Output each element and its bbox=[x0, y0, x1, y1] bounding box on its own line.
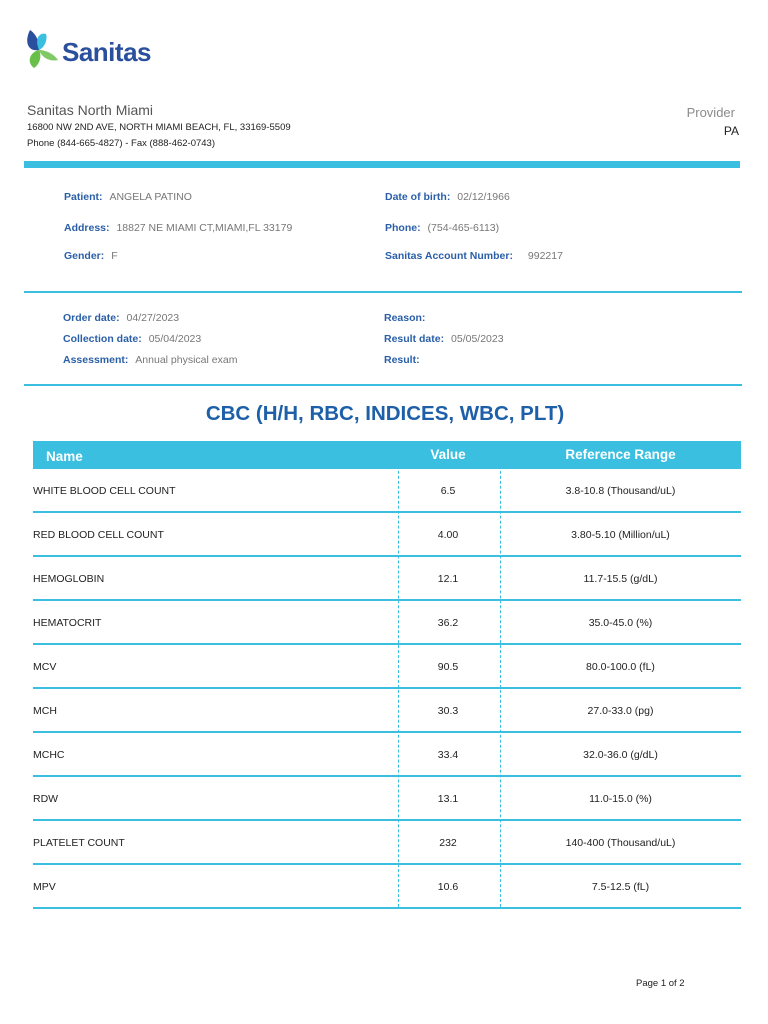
column-divider bbox=[398, 441, 399, 907]
row-value: 10.6 bbox=[437, 881, 459, 893]
address-label: Address: bbox=[64, 222, 110, 234]
provider-label: Provider bbox=[686, 105, 735, 120]
row-range: 32.0-36.0 (g/dL) bbox=[583, 749, 658, 761]
row-name: RED BLOOD CELL COUNT bbox=[33, 529, 164, 541]
row-value: 30.3 bbox=[437, 705, 459, 717]
assessment-value: Annual physical exam bbox=[135, 354, 238, 366]
column-divider bbox=[500, 441, 501, 907]
collection-date-label: Collection date: bbox=[63, 333, 142, 345]
row-value: 6.5 bbox=[440, 485, 456, 497]
gender-field bbox=[64, 250, 118, 262]
panel-title: CBC (H/H, RBC, INDICES, WBC, PLT) bbox=[205, 402, 565, 425]
row-range: 35.0-45.0 (%) bbox=[588, 617, 653, 629]
row-name: RDW bbox=[33, 793, 59, 805]
header-divider bbox=[24, 161, 740, 168]
account-field bbox=[385, 250, 563, 262]
reason-label: Reason: bbox=[384, 312, 426, 324]
reason-field bbox=[384, 312, 429, 324]
result-label: Result: bbox=[384, 354, 420, 366]
account-label: Sanitas Account Number: bbox=[385, 250, 513, 262]
row-range: 80.0-100.0 (fL) bbox=[586, 661, 655, 673]
butterfly-logo-icon bbox=[24, 28, 60, 72]
page-number: Page 1 of 2 bbox=[636, 978, 685, 989]
row-value: 13.1 bbox=[437, 793, 459, 805]
address-value: 18827 NE MIAMI CT,MIAMI,FL 33179 bbox=[116, 222, 293, 234]
gender-label: Gender: bbox=[64, 250, 105, 262]
section-divider bbox=[24, 384, 742, 386]
column-header-value: Value bbox=[430, 447, 466, 462]
table-row bbox=[33, 821, 741, 865]
table-row bbox=[33, 601, 741, 645]
patient-label: Patient: bbox=[64, 191, 103, 203]
patient-value: ANGELA PATINO bbox=[109, 191, 192, 203]
collection-date-value: 05/04/2023 bbox=[148, 333, 202, 345]
clinic-address: 16800 NW 2ND AVE, NORTH MIAMI BEACH, FL, 33169-5509 bbox=[27, 122, 291, 133]
row-range: 140-400 (Thousand/uL) bbox=[565, 837, 676, 849]
table-row bbox=[33, 513, 741, 557]
table-row bbox=[33, 733, 741, 777]
table-row bbox=[33, 645, 741, 689]
row-range: 3.80-5.10 (Million/uL) bbox=[571, 529, 670, 541]
table-row bbox=[33, 777, 741, 821]
order-date-label: Order date: bbox=[63, 312, 120, 324]
row-value: 4.00 bbox=[437, 529, 459, 541]
row-name: MCHC bbox=[33, 749, 65, 761]
phone-value: (754-465-6113) bbox=[427, 222, 500, 234]
gender-value: F bbox=[111, 250, 118, 262]
order-date-value: 04/27/2023 bbox=[126, 312, 180, 324]
phone-label: Phone: bbox=[385, 222, 421, 234]
row-name: WHITE BLOOD CELL COUNT bbox=[33, 485, 176, 497]
row-range: 3.8-10.8 (Thousand/uL) bbox=[565, 485, 676, 497]
row-value: 12.1 bbox=[437, 573, 459, 585]
table-row bbox=[33, 865, 741, 909]
collection-date-field bbox=[63, 333, 201, 345]
row-name: MPV bbox=[33, 881, 56, 893]
brand-name: Sanitas bbox=[62, 37, 151, 67]
result-date-value: 05/05/2023 bbox=[451, 333, 504, 345]
row-name: MCH bbox=[33, 705, 57, 717]
table-row bbox=[33, 469, 741, 513]
clinic-contact: Phone (844-665-4827) - Fax (888-462-0743) bbox=[27, 138, 216, 149]
table-header bbox=[33, 441, 741, 469]
row-name: PLATELET COUNT bbox=[33, 837, 125, 849]
sanitas-logo bbox=[24, 28, 164, 72]
clinic-name: Sanitas North Miami bbox=[27, 102, 154, 118]
row-range: 11.0-15.0 (%) bbox=[589, 793, 652, 805]
account-value: 992217 bbox=[527, 250, 563, 262]
patient-field bbox=[64, 191, 192, 203]
dob-field bbox=[385, 191, 510, 203]
provider-value: PA bbox=[723, 124, 739, 138]
assessment-label: Assessment: bbox=[63, 354, 129, 366]
assessment-field bbox=[63, 354, 237, 366]
table-row bbox=[33, 557, 741, 601]
row-value: 33.4 bbox=[437, 749, 459, 761]
order-date-field bbox=[63, 312, 179, 324]
column-header-range: Reference Range bbox=[565, 447, 676, 462]
row-name: MCV bbox=[33, 661, 57, 673]
dob-value: 02/12/1966 bbox=[457, 191, 510, 203]
results-table bbox=[33, 441, 741, 909]
section-divider bbox=[24, 291, 742, 293]
row-value: 90.5 bbox=[437, 661, 459, 673]
row-name: HEMATOCRIT bbox=[33, 617, 102, 629]
row-value: 232 bbox=[439, 837, 457, 849]
row-range: 7.5-12.5 (fL) bbox=[591, 881, 650, 893]
phone-field bbox=[385, 222, 499, 234]
table-body bbox=[33, 469, 741, 909]
result-date-label: Result date: bbox=[384, 333, 445, 345]
result-date-field bbox=[384, 333, 504, 345]
table-row bbox=[33, 689, 741, 733]
dob-label: Date of birth: bbox=[385, 191, 451, 203]
result-field bbox=[384, 354, 424, 366]
row-range: 11.7-15.5 (g/dL) bbox=[583, 573, 658, 585]
row-range: 27.0-33.0 (pg) bbox=[587, 705, 654, 717]
row-name: HEMOGLOBIN bbox=[33, 573, 105, 585]
address-field bbox=[64, 222, 292, 234]
column-header-name: Name bbox=[46, 449, 83, 464]
row-value: 36.2 bbox=[437, 617, 459, 629]
